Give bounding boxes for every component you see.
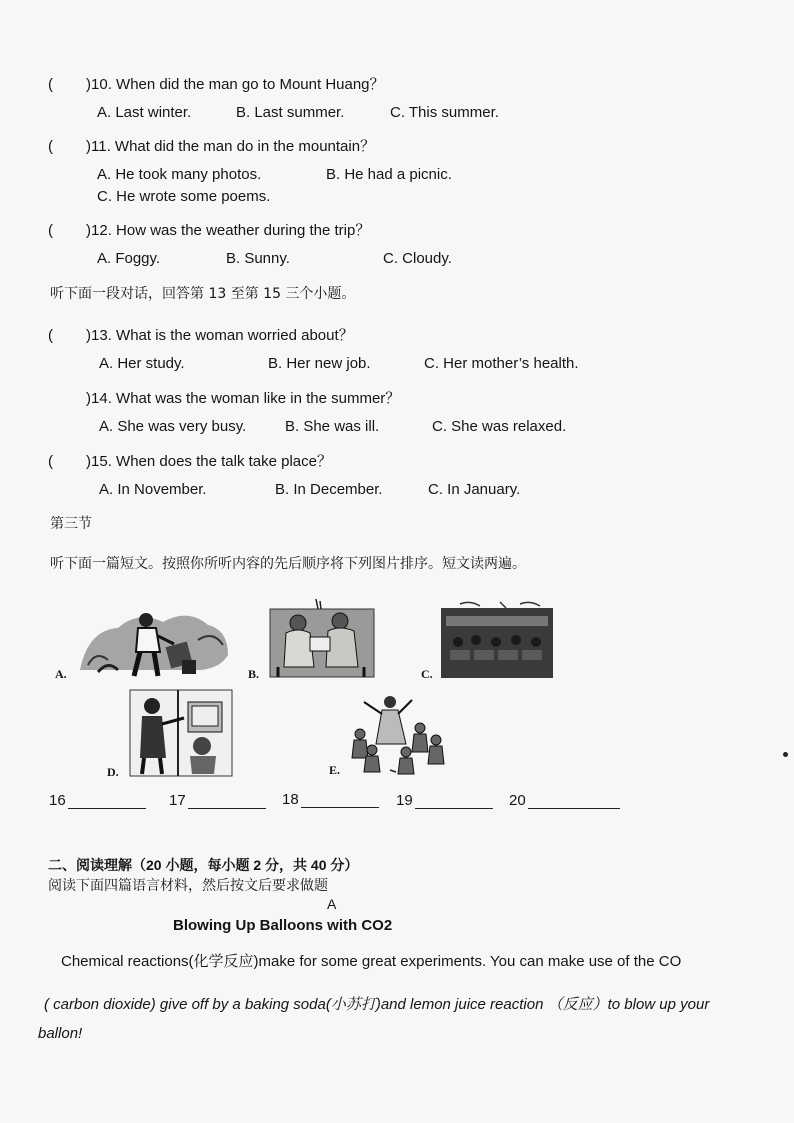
question-14: )14. What was the woman like in the summer？ <box>86 390 401 407</box>
question-text: When does the talk take place？ <box>116 453 332 470</box>
option-c: C. In January. <box>428 481 521 498</box>
option-b: B. In December. <box>275 481 383 498</box>
answer-bracket: ( <box>48 222 53 239</box>
option-a: A. He took many photos. <box>97 166 262 183</box>
picture-a-illustration <box>78 600 230 680</box>
option-b: B. She was ill. <box>285 418 380 435</box>
question-11: ( )11. What did the man do in the mountain？ <box>48 138 376 155</box>
option-b: B. Her new job. <box>268 355 371 372</box>
answer-bracket: ( <box>48 76 53 93</box>
picture-d-illustration <box>128 688 234 778</box>
passage-title: Blowing Up Balloons with CO2 <box>173 917 393 934</box>
question-number: 11 <box>91 138 107 155</box>
answer-bracket: ( <box>48 138 53 155</box>
question-number: 14 <box>91 390 108 407</box>
listening-instruction: 听下面一段对话，回答第 13 至第 15 三个小题。 <box>50 286 356 302</box>
option-c: C. This summer. <box>390 104 499 121</box>
picture-e-illustration <box>350 688 450 778</box>
part-instruction: 阅读下面四篇语言材料，然后按文后要求做题 <box>48 877 328 893</box>
picture-label-a: A. <box>55 667 67 681</box>
question-text: What did the man do in the mountain？ <box>114 138 376 155</box>
option-b: B. Sunny. <box>226 250 290 267</box>
section-title: 第三节 <box>50 515 92 531</box>
question-number: 13 <box>91 327 108 344</box>
question-number: 12 <box>91 222 108 239</box>
question-text: How was the weather during the trip？ <box>116 222 371 239</box>
option-c: C. Her mother’s health. <box>424 355 579 372</box>
question-text: When did the man go to Mount Huang？ <box>116 76 385 93</box>
option-c: C. He wrote some poems. <box>97 188 271 205</box>
answer-blank-20[interactable]: 20 <box>509 792 620 809</box>
option-b: B. Last summer. <box>236 104 345 121</box>
picture-label-d: D. <box>107 765 119 779</box>
passage-text-line-3: ballon! <box>38 1025 83 1042</box>
part-title: 二、阅读理解（20 小题，每小题 2 分，共 40 分） <box>48 857 359 873</box>
picture-label-b: B. <box>248 667 260 681</box>
question-number: 15 <box>91 453 108 470</box>
question-12: ( )12. How was the weather during the trip？ <box>48 222 371 239</box>
passage-text-line-2: ( carbon dioxide) give off by a baking soda(小苏打)and lemon juice reaction （反应）to blow up your <box>44 996 710 1013</box>
picture-label-c: C. <box>421 667 433 681</box>
scan-speck <box>783 752 788 757</box>
option-a: A. Her study. <box>99 355 185 372</box>
question-number: 10 <box>91 76 108 93</box>
answer-blank-19[interactable]: 19 <box>396 792 493 809</box>
option-b: B. He had a picnic. <box>326 166 452 183</box>
question-15: ( )15. When does the talk take place？ <box>48 453 332 470</box>
question-text: What is the woman worried about？ <box>116 327 354 344</box>
answer-blank-18[interactable]: 18 <box>282 791 379 808</box>
question-13: ( )13. What is the woman worried about？ <box>48 327 354 344</box>
option-a: A. In November. <box>99 481 207 498</box>
question-10: ( )10. When did the man go to Mount Huang？ <box>48 76 385 93</box>
answer-blank-16[interactable]: 16 <box>49 792 146 809</box>
passage-text-line-1: Chemical reactions(化学反应)make for some great experiments. You can make use of the CO <box>61 953 682 970</box>
picture-b-illustration <box>268 597 376 679</box>
question-text: What was the woman like in the summer？ <box>116 390 401 407</box>
answer-bracket: ( <box>48 327 53 344</box>
option-c: C. She was relaxed. <box>432 418 567 435</box>
answer-blank-17[interactable]: 17 <box>169 792 266 809</box>
option-c: C. Cloudy. <box>383 250 452 267</box>
picture-label-e: E. <box>329 763 341 777</box>
option-a: A. She was very busy. <box>99 418 247 435</box>
picture-c-illustration <box>440 600 554 680</box>
passage-letter: A <box>327 896 337 912</box>
section-instruction: 听下面一篇短文。按照你所听内容的先后顺序将下列图片排序。短文读两遍。 <box>50 555 526 571</box>
answer-bracket: ( <box>48 453 53 470</box>
option-a: A. Last winter. <box>97 104 192 121</box>
option-a: A. Foggy. <box>97 250 161 267</box>
